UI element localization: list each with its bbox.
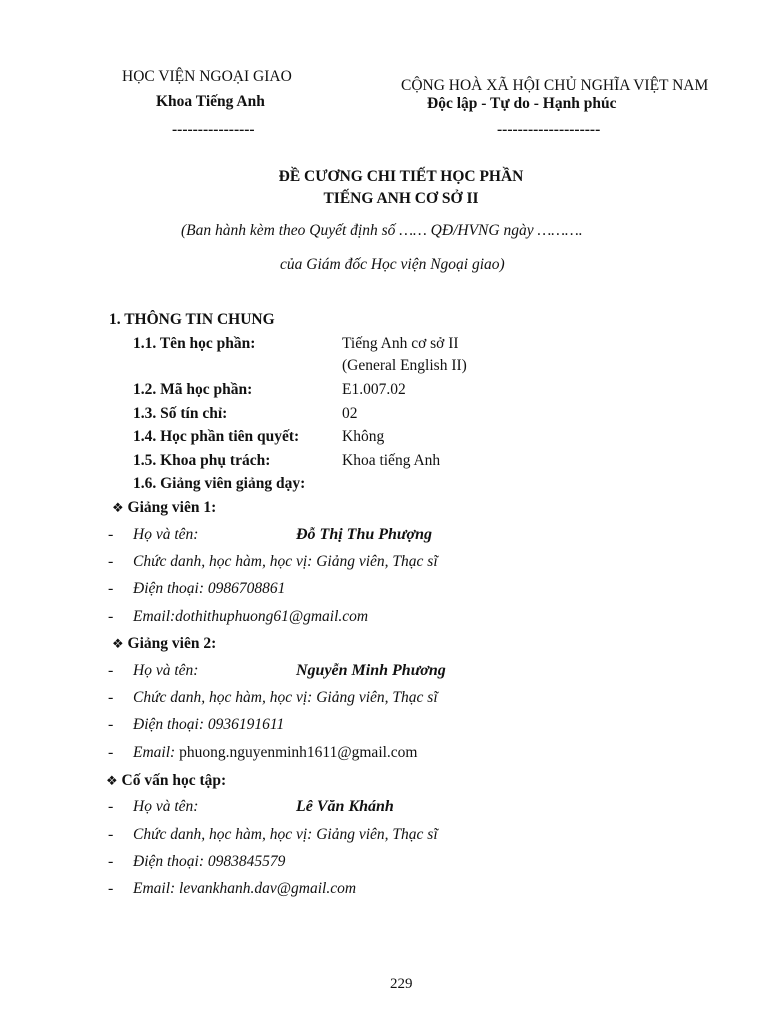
dash-bullet: - [108, 853, 114, 870]
dash-bullet: - [108, 716, 114, 733]
decree-line2: của Giám đốc Học viện Ngoại giao) [280, 256, 505, 273]
advisor-email: Email: levankhanh.dav@gmail.com [133, 880, 357, 897]
lecturer1-email: Email:dothithuphuong61@gmail.com [133, 608, 369, 625]
lecturer2-title: Chức danh, học hàm, học vị: Giảng viên, Thạc sĩ [133, 689, 438, 706]
page-number: 229 [390, 976, 413, 992]
diamond-bullet-icon: ❖ [112, 501, 124, 516]
info-label: 1.4. Học phần tiên quyết: [133, 428, 300, 445]
advisor-title: Chức danh, học hàm, học vị: Giảng viên, Thạc sĩ [133, 826, 438, 843]
name-label: Họ và tên: [133, 798, 199, 815]
dash-bullet: - [108, 880, 114, 897]
email-value: phuong.nguyenminh1611@gmail.com [179, 744, 418, 761]
lecturer2-name: Nguyễn Minh Phương [296, 662, 446, 679]
name-label: Họ và tên: [133, 662, 199, 679]
info-value: Tiếng Anh cơ sở II [342, 335, 459, 352]
diamond-bullet-icon: ❖ [106, 774, 118, 789]
section1-heading: 1. THÔNG TIN CHUNG [109, 311, 275, 328]
dash-bullet: - [108, 608, 114, 625]
lecturer1-title: Chức danh, học hàm, học vị: Giảng viên, Thạc sĩ [133, 553, 438, 570]
left-divider: ---------------- [172, 121, 255, 138]
lecturer2-heading [112, 635, 216, 653]
info-label: 1.6. Giảng viên giảng dạy: [133, 475, 306, 492]
dash-bullet: - [108, 689, 114, 706]
dash-bullet: - [108, 526, 114, 543]
info-label: 1.1. Tên học phần: [133, 335, 256, 352]
info-label: 1.2. Mã học phần: [133, 381, 253, 398]
doc-title-line2: TIẾNG ANH CƠ SỞ II [323, 190, 479, 207]
dash-bullet: - [108, 826, 114, 843]
dash-bullet: - [108, 798, 114, 815]
lecturer2-phone: Điện thoại: 0936191611 [133, 716, 285, 733]
info-value: Không [342, 428, 385, 445]
lecturer1-name: Đỗ Thị Thu Phượng [296, 526, 432, 543]
info-value: 02 [342, 405, 358, 422]
advisor-heading [106, 772, 226, 790]
country-name: CỘNG HOÀ XÃ HỘI CHỦ NGHĨA VIỆT NAM [401, 77, 709, 94]
diamond-bullet-icon: ❖ [112, 637, 124, 652]
info-value: E1.007.02 [342, 381, 406, 398]
lecturer1-heading [112, 499, 216, 517]
faculty-name: Khoa Tiếng Anh [156, 93, 265, 110]
dash-bullet: - [108, 553, 114, 570]
dash-bullet: - [108, 662, 114, 679]
institution-name: HỌC VIỆN NGOẠI GIAO [122, 68, 292, 85]
lecturer2-heading-label: Giảng viên 2: [127, 635, 217, 652]
advisor-heading-label: Cố vấn học tập: [121, 772, 227, 789]
decree-line1: (Ban hành kèm theo Quyết định số …… QĐ/HVNG ngày ………. [181, 222, 583, 239]
name-label: Họ và tên: [133, 526, 199, 543]
doc-title-line1: ĐỀ CƯƠNG CHI TIẾT HỌC PHẦN [278, 168, 524, 185]
advisor-name: Lê Văn Khánh [296, 798, 394, 815]
motto: Độc lập - Tự do - Hạnh phúc [427, 95, 617, 112]
right-divider: -------------------- [497, 121, 601, 138]
lecturer2-email [133, 744, 418, 762]
lecturer1-phone: Điện thoại: 0986708861 [133, 580, 286, 597]
lecturer1-heading-label: Giảng viên 1: [127, 499, 217, 516]
info-value: (General English II) [342, 357, 467, 374]
info-label: 1.5. Khoa phụ trách: [133, 452, 271, 469]
advisor-phone: Điện thoại: 0983845579 [133, 853, 286, 870]
info-value: Khoa tiếng Anh [342, 452, 441, 469]
email-label: Email: [133, 744, 176, 761]
dash-bullet: - [108, 744, 114, 761]
info-label: 1.3. Số tín chỉ: [133, 405, 228, 422]
dash-bullet: - [108, 580, 114, 597]
